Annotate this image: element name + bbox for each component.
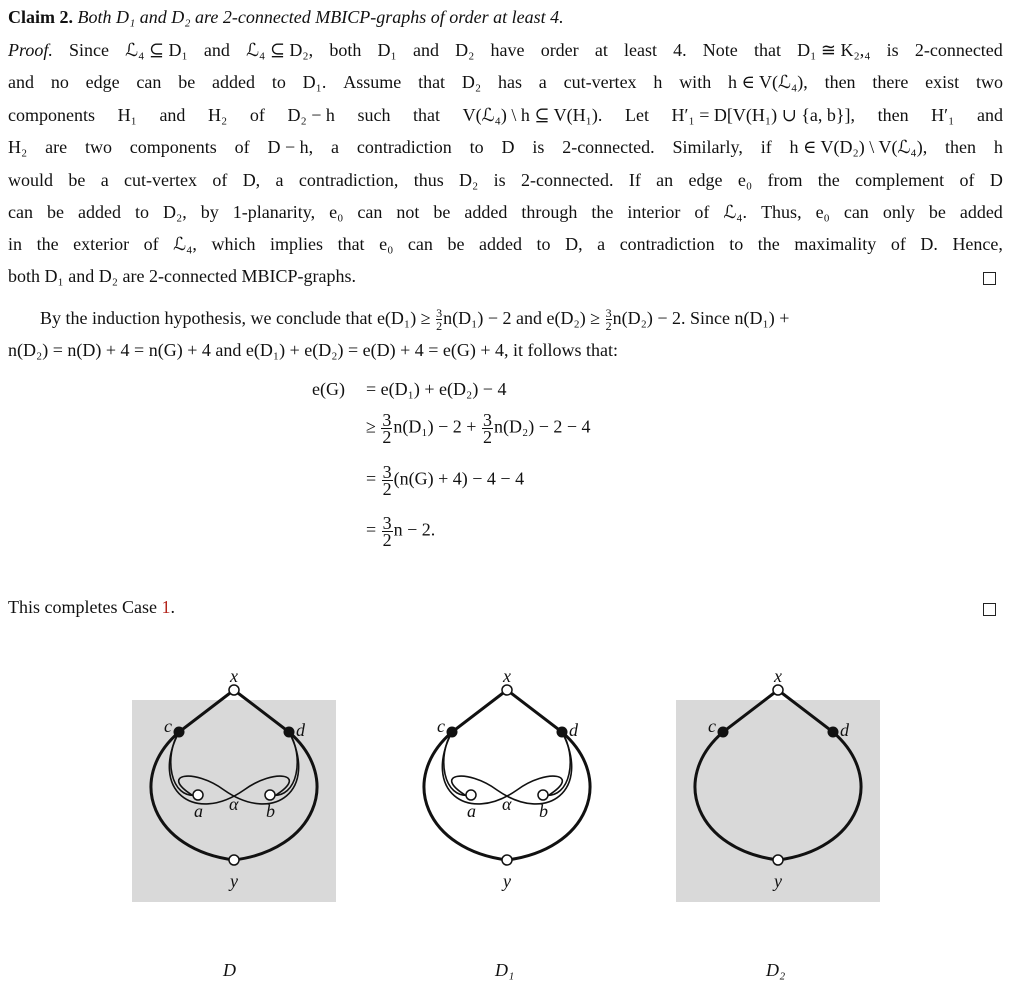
proof-word: h ∈ V(ℒ₄), (728, 72, 808, 92)
proof-word: order (540, 40, 579, 60)
proof-word: of (143, 234, 159, 254)
proof-word: Note (702, 40, 738, 60)
proof-word: two (84, 137, 112, 157)
proof-word: cut-vertex (563, 72, 637, 92)
induction-text-c: n(D₂) − 2. Since n(D₁) + (612, 308, 790, 328)
proof-word: D (501, 137, 515, 157)
vertex-b (538, 790, 548, 800)
proof-word: and (159, 105, 186, 125)
proof-word: D. (920, 234, 938, 254)
proof-word: added (464, 202, 508, 222)
label-a: a (467, 801, 476, 821)
proof-word: least (623, 40, 657, 60)
vertex-d (828, 727, 839, 738)
proof-word: the (817, 170, 840, 190)
proof-word: ℒ₄ ⊆ D₁ (125, 40, 188, 60)
proof-word: edge (688, 170, 723, 190)
proof-word: can (407, 234, 433, 254)
proof-word: then (824, 72, 856, 92)
proof-word: 2-connected. (521, 170, 614, 190)
vertex-a (193, 790, 203, 800)
proof-word: can (136, 72, 162, 92)
caption-D1: D₁ (495, 960, 515, 980)
proof-word: is (886, 40, 899, 60)
proof-word: 2-connected (914, 40, 1003, 60)
proof-word: of (694, 202, 710, 222)
proof-word: to (536, 234, 551, 254)
proof-word: which (211, 234, 256, 254)
vertex-a (466, 790, 476, 800)
proof-word: Assume (343, 72, 402, 92)
vertex-b (265, 790, 275, 800)
graph-D1 (424, 670, 590, 891)
proof-word: of (249, 105, 265, 125)
label-b: b (266, 801, 275, 821)
proof-line (8, 70, 1003, 94)
proof-word: complement (855, 170, 945, 190)
vertex-x (229, 685, 239, 695)
proof-word: e₀ (737, 170, 753, 190)
qed-box-2 (983, 603, 996, 616)
proof-word: of (234, 137, 250, 157)
proof-word: Since (69, 40, 109, 60)
equation-row-1: = e(D₁) + e(D₂) − 4 (366, 379, 507, 399)
proof-word: not (396, 202, 420, 222)
proof-word: of (890, 234, 906, 254)
proof-word: added (77, 202, 121, 222)
induction-line-2 (8, 338, 618, 362)
proof-word: to (271, 72, 286, 92)
label-a: a (194, 801, 203, 821)
proof-word: by (200, 202, 219, 222)
proof-word: e₀ (815, 202, 830, 222)
proof-word: 1-planarity, (232, 202, 316, 222)
proof-word: be (928, 202, 946, 222)
proof-word: with (679, 72, 712, 92)
proof-word: can (8, 202, 33, 222)
graph-D (132, 670, 336, 902)
proof-word: D₁ ≅ K₂,₄ (797, 40, 871, 60)
label-y: y (503, 871, 511, 891)
proof-word: a (538, 72, 547, 92)
proof-word: of (959, 170, 975, 190)
label-d: d (296, 720, 305, 740)
proof-word: no (50, 72, 69, 92)
induction-line-1 (40, 306, 789, 332)
label-x: x (774, 670, 782, 686)
proof-word: that (418, 72, 446, 92)
proof-word: to (134, 202, 149, 222)
equation-row-3: = $\frac{3}{2}$ (n(G) + 4) − 4 − 4 (366, 462, 525, 499)
induction-text-a: By the induction hypothesis, we conclude that e(D₁) ≥ (40, 308, 431, 328)
proof-word: edge (85, 72, 120, 92)
proof-last-line (8, 264, 356, 288)
vertex-x (773, 685, 783, 695)
proof-line (8, 103, 1003, 127)
figure-graphs (0, 670, 1010, 1000)
proof-word: Hence, (952, 234, 1003, 254)
proof-word: to (729, 234, 744, 254)
caption-D: D (223, 960, 236, 980)
label-c: c (437, 716, 445, 736)
proof-word: a (330, 137, 339, 157)
proof-word: would (8, 170, 53, 190)
vertex-d (284, 727, 295, 738)
fraction-small: $\frac{3}{2}$ (605, 306, 612, 334)
proof-word: e₀ (379, 234, 394, 254)
proof-word: the (757, 234, 780, 254)
proof-word: that (753, 40, 781, 60)
proof-line (8, 200, 1003, 224)
proof-word: If (628, 170, 641, 190)
proof-word: D₁. (302, 72, 327, 92)
proof-word: H₁ (117, 105, 137, 125)
proof-word: D, (242, 170, 261, 190)
claim (8, 5, 564, 29)
proof-word: D₁ (377, 40, 397, 60)
proof-word: h (993, 137, 1003, 157)
label-alpha: α (229, 794, 239, 814)
label-x: x (503, 670, 511, 686)
vertex-x (502, 685, 512, 695)
proof-word: D, (565, 234, 583, 254)
induction-text-2: n(D₂) = n(D) + 4 = n(G) + 4 and e(D₁) + e(D₂) = e(D) + 4 = e(G) + 4, it follows that: (8, 340, 619, 360)
case-ref-link[interactable]: 1 (161, 597, 171, 617)
vertex-c (718, 727, 729, 738)
proof-word: is (532, 137, 545, 157)
proof-word: contradiction (356, 137, 452, 157)
proof-word: two (975, 72, 1003, 92)
proof-word: that (413, 105, 441, 125)
proof-word: ℒ₄, (173, 234, 197, 254)
proof-word: a (275, 170, 284, 190)
proof-word: has (497, 72, 522, 92)
proof-word: components (8, 105, 95, 125)
caption-D2: D₂ (766, 960, 786, 980)
graph-D2 (676, 670, 880, 902)
proof-word: implies (270, 234, 324, 254)
label-d: d (569, 720, 578, 740)
proof-word: exist (925, 72, 960, 92)
proof-word: and (203, 40, 230, 60)
vertex-y (502, 855, 512, 865)
proof-word: only (882, 202, 915, 222)
proof-word: h (653, 72, 663, 92)
proof-word: D₂ (459, 170, 479, 190)
proof-word: the (36, 234, 59, 254)
proof-word: to (469, 137, 484, 157)
proof-word: components (129, 137, 217, 157)
proof-word: and (8, 72, 34, 92)
vertex-c (447, 727, 458, 738)
proof-word: h ∈ V(D₂) \ V(ℒ₄), (789, 137, 928, 157)
proof-word: ℒ₄. (723, 202, 748, 222)
proof-word: added (959, 202, 1003, 222)
proof-word: such (357, 105, 391, 125)
case-complete-text: This completes Case (8, 597, 162, 617)
proof-word: then (945, 137, 977, 157)
label-b: b (539, 801, 548, 821)
proof-word: D (989, 170, 1003, 190)
claim-label: Claim 2. (8, 7, 73, 27)
proof-word: of (212, 170, 228, 190)
proof-word: can (357, 202, 383, 222)
proof-last-text: both D₁ and D₂ are 2-connected MBICP-graphs. (8, 266, 356, 286)
label-y: y (774, 871, 782, 891)
proof-word: D₂ (461, 72, 482, 92)
proof-word: and (976, 105, 1003, 125)
proof-word: D₂ (455, 40, 475, 60)
proof-word: from (767, 170, 803, 190)
proof-word: if (760, 137, 772, 157)
proof-word: an (656, 170, 674, 190)
vertex-y (773, 855, 783, 865)
proof-word: at (594, 40, 608, 60)
proof-word: be (178, 72, 196, 92)
proof-word: D − h, (267, 137, 314, 157)
proof-word: then (877, 105, 909, 125)
proof-word: added (212, 72, 256, 92)
label-c: c (708, 716, 716, 736)
proof-word: Let (624, 105, 649, 125)
vertex-d (557, 727, 568, 738)
proof-word: D₂ − h (287, 105, 335, 125)
proof-word: a (597, 234, 606, 254)
proof-word: be (68, 170, 86, 190)
claim-text: Both D₁ and D₂ are 2-connected MBICP-graphs of order at least 4. (77, 7, 564, 27)
proof-word: the (591, 202, 614, 222)
proof-word: D₂, (162, 202, 187, 222)
proof-word: 4. (673, 40, 687, 60)
proof-line (8, 135, 1003, 159)
proof-word: are (45, 137, 68, 157)
proof-word: contradiction, (298, 170, 399, 190)
qed-box (983, 272, 996, 285)
proof-word: a (100, 170, 109, 190)
label-d: d (840, 720, 849, 740)
case-complete-line (8, 595, 175, 619)
case-complete-period: . (170, 597, 175, 617)
proof-word: thus (413, 170, 444, 190)
proof-word: 2-connected. (562, 137, 655, 157)
proof-word: is (493, 170, 506, 190)
proof-word: cut-vertex (124, 170, 197, 190)
proof-word: V(ℒ₄) \ h ⊆ V(H₁). (462, 105, 603, 125)
proof-line (8, 232, 1003, 256)
proof-word: and (412, 40, 439, 60)
proof-word: exterior (73, 234, 130, 254)
label-alpha: α (502, 794, 512, 814)
proof-word: H′₁ (931, 105, 955, 125)
proof-word: interior (627, 202, 681, 222)
equation-row-2: ≥ $\frac{3}{2}$ n(D₁) − 2 + $\frac{3}{2}$ n(D₂) − 2 − 4 (366, 410, 591, 447)
proof-word: can (843, 202, 869, 222)
proof-line (8, 38, 1003, 62)
proof-word: be (447, 234, 465, 254)
label-x: x (230, 670, 238, 686)
proof-word: contradiction (619, 234, 715, 254)
proof-word: be (433, 202, 451, 222)
proof-word: ℒ₄ ⊆ D₂, (246, 40, 314, 60)
proof-word: Similarly, (672, 137, 743, 157)
equation-lhs: e(G) (312, 379, 345, 399)
proof-word: e₀ (329, 202, 344, 222)
proof-word: H′₁ = D[V(H₁) ∪ {a, b}], (671, 105, 855, 125)
fraction-small: $\frac{3}{2}$ (436, 306, 443, 334)
proof-label: Proof. (8, 40, 53, 60)
equation-row-4: = $\frac{3}{2}$ n − 2. (366, 513, 436, 550)
vertex-c (174, 727, 185, 738)
proof-line (8, 168, 1003, 192)
proof-word: H₂ (208, 105, 228, 125)
proof-word: maximality (794, 234, 877, 254)
proof-word: Thus, (761, 202, 802, 222)
induction-text-b: n(D₁) − 2 and e(D₂) ≥ (443, 308, 601, 328)
proof-word: be (46, 202, 64, 222)
vertex-y (229, 855, 239, 865)
proof-word: have (490, 40, 525, 60)
proof-word: there (872, 72, 909, 92)
proof-word: in (8, 234, 23, 254)
proof-word: through (521, 202, 578, 222)
proof-word: that (337, 234, 365, 254)
proof-word: both (329, 40, 362, 60)
proof-word: added (479, 234, 522, 254)
label-c: c (164, 716, 172, 736)
label-y: y (230, 871, 238, 891)
proof-word: H₂ (8, 137, 28, 157)
